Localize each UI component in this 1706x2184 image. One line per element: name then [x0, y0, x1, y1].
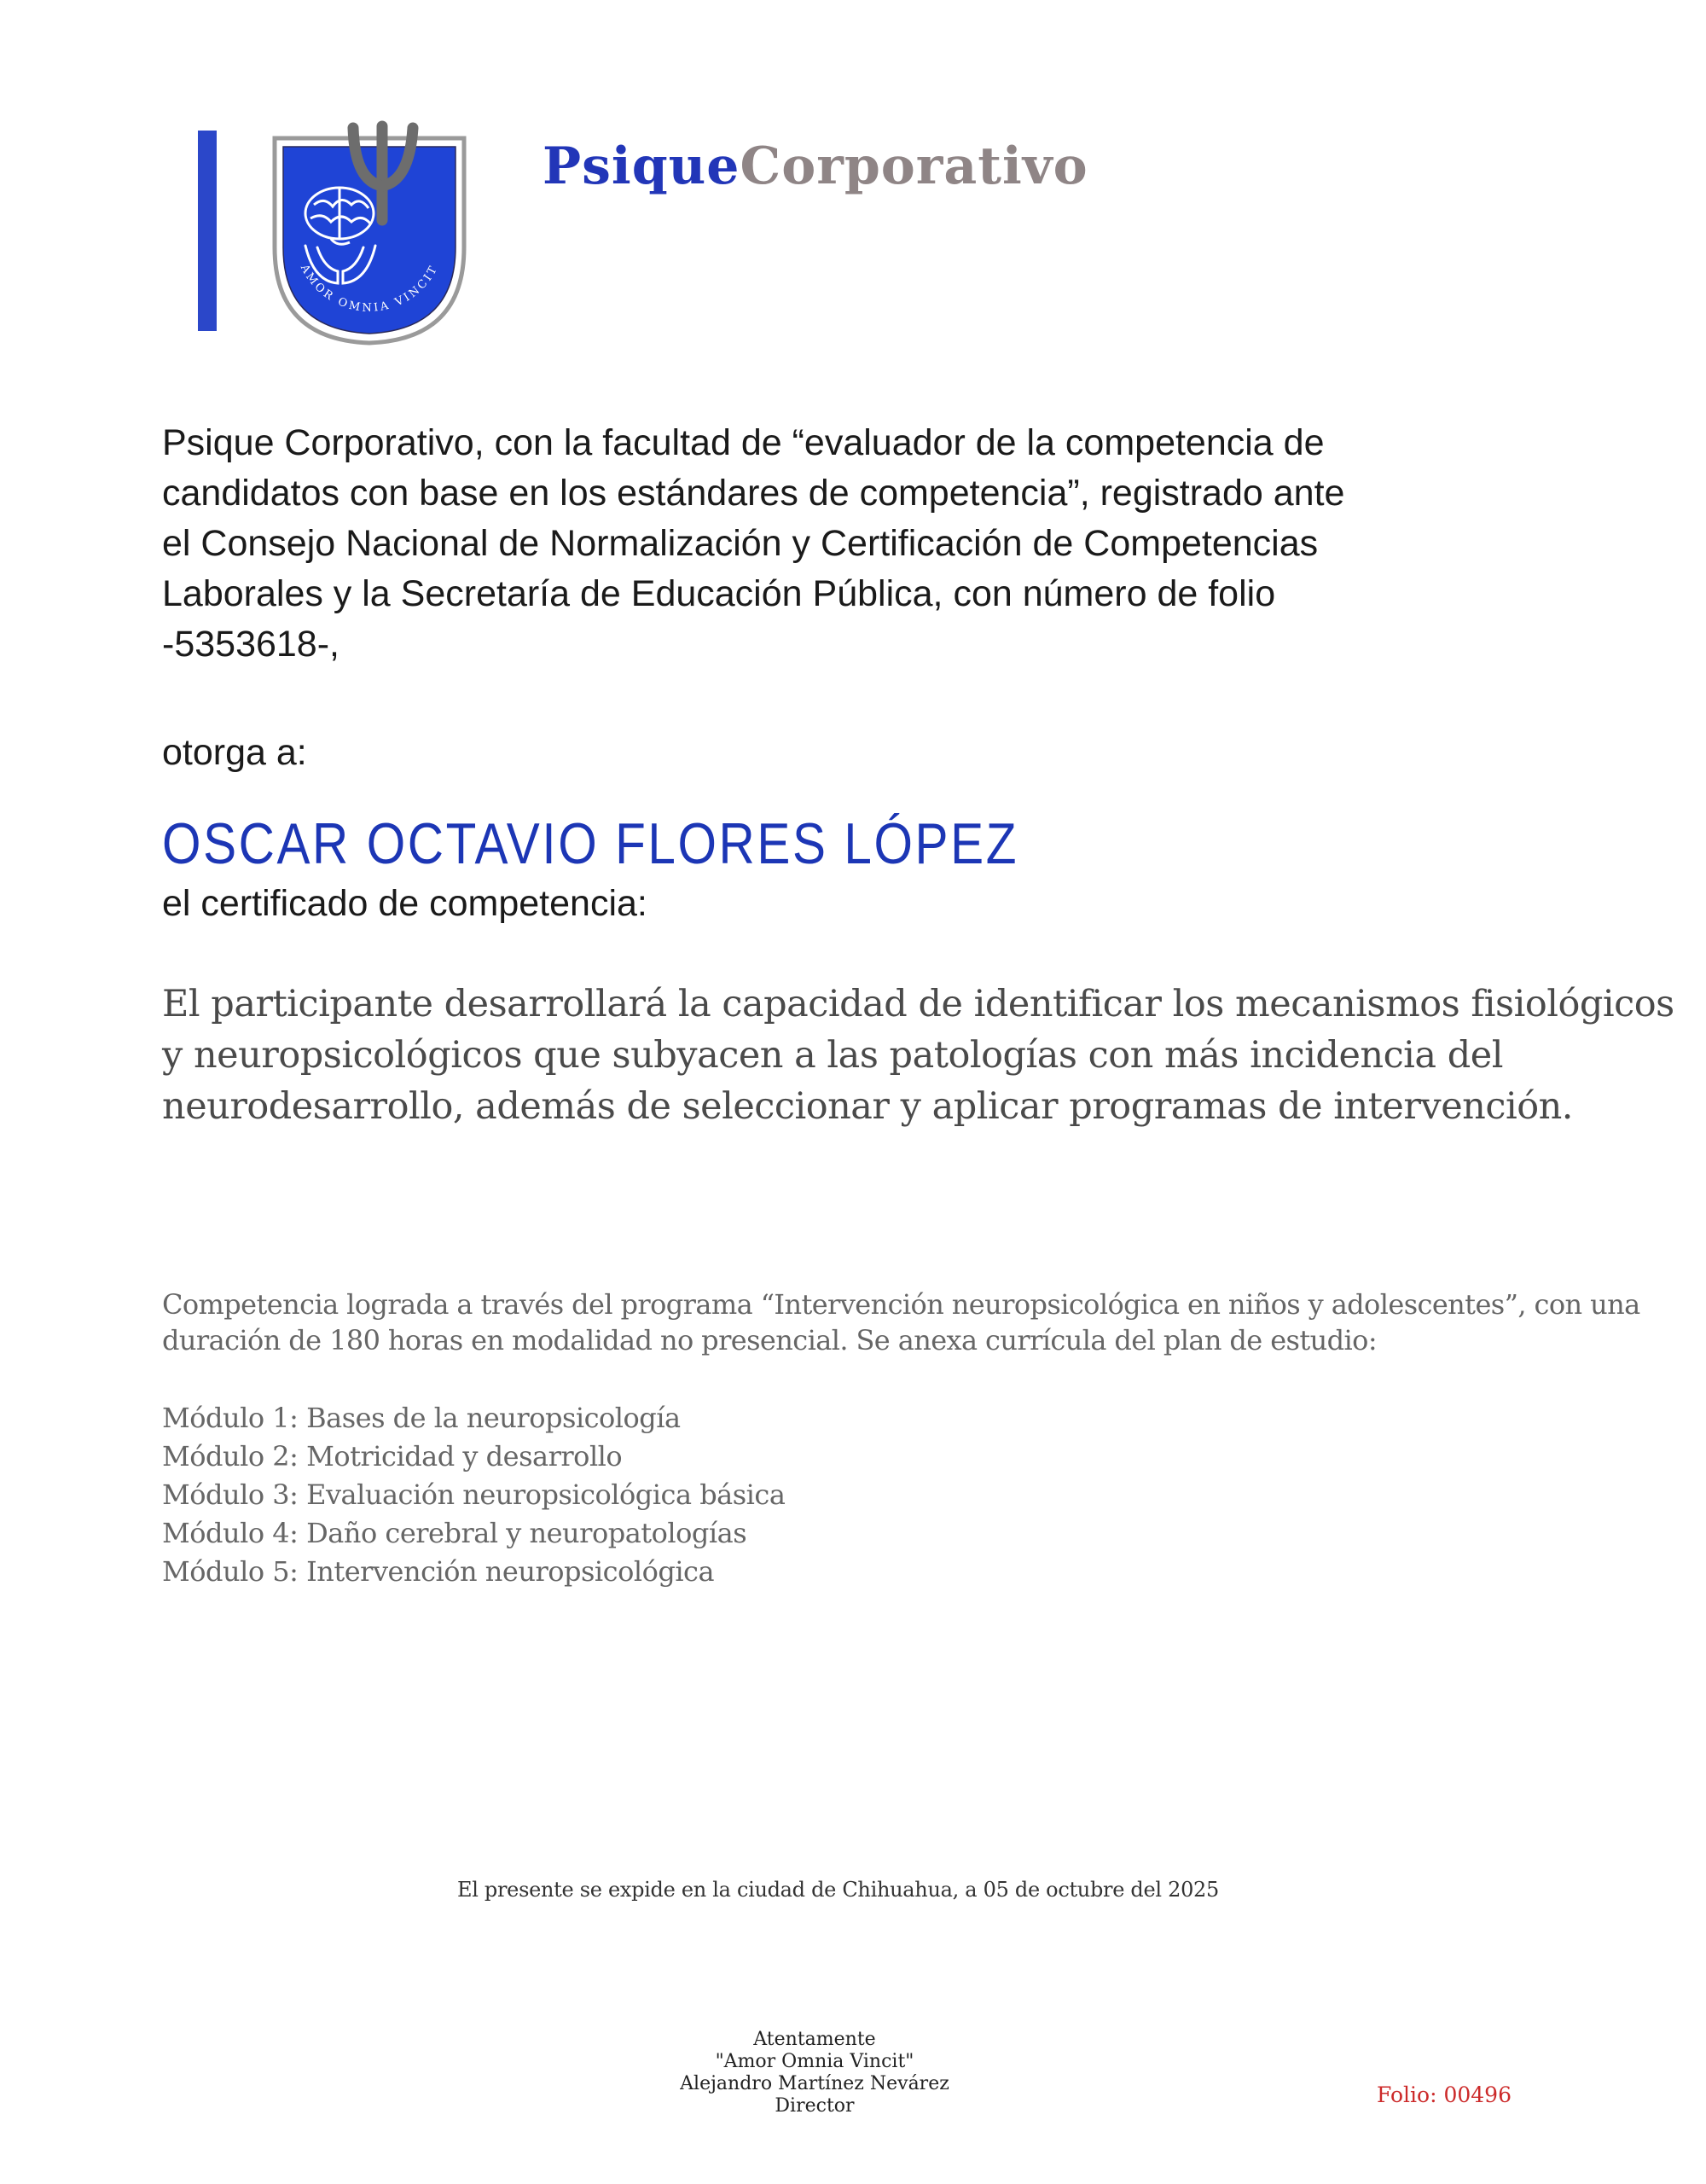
signer-title: Director: [775, 2095, 855, 2117]
competency-statement: [162, 979, 1689, 1132]
intro-line: Laborales y la Secretaría de Educación Pública, con número de folio: [162, 573, 1276, 614]
intro-line: candidatos con base en los estándares de competencia”, registrado ante: [162, 473, 1345, 514]
signer-name: Alejandro Martínez Nevárez: [680, 2073, 949, 2094]
signature-closing: Atentamente: [753, 2029, 876, 2050]
folio-number: Folio: 00496: [1377, 2082, 1512, 2107]
intro-line: el Consejo Nacional de Normalización y Certificación de Competencias: [162, 523, 1319, 564]
module-item: Módulo 5: Intervención neuropsicológica: [162, 1555, 715, 1588]
intro-line: -5353618-,: [162, 624, 339, 665]
module-item: Módulo 2: Motricidad y desarrollo: [162, 1440, 623, 1472]
grant-label: otorga a:: [162, 732, 307, 773]
certificate-label: el certificado de competencia:: [162, 883, 647, 924]
intro-paragraph: [162, 418, 1442, 670]
module-item: Módulo 3: Evaluación neuropsicológica básica: [162, 1478, 786, 1511]
issued-statement: El presente se expide en la ciudad de Chihuahua, a 05 de octubre del 2025: [457, 1878, 1219, 1902]
logo-accent-bar: [198, 131, 217, 331]
shield-logo-icon: [271, 119, 467, 346]
module-item: Módulo 4: Daño cerebral y neuropatologías: [162, 1517, 747, 1549]
program-line: duración de 180 horas en modalidad no presencial. Se anexa currícula del plan de estudio:: [162, 1324, 1378, 1356]
program-description: [162, 1287, 1672, 1358]
competency-line: y neuropsicológicos que subyacen a las patologías con más incidencia del: [162, 1034, 1503, 1077]
signature-motto: "Amor Omnia Vincit": [715, 2051, 914, 2072]
module-item: Módulo 1: Bases de la neuropsicología: [162, 1402, 681, 1434]
brand-part-2: Corporativo: [740, 136, 1088, 196]
logo-motto-ring: AMOR OMNIA VINCIT: [297, 262, 442, 315]
signature-block: [580, 2029, 1049, 2117]
brand-part-1: Psique: [543, 136, 740, 196]
recipient-name: OSCAR OCTAVIO FLORES LÓPEZ: [162, 811, 1019, 876]
program-line: Competencia lograda a través del programa “Intervención neuropsicológica en niños y adolescentes”, con una: [162, 1288, 1640, 1321]
intro-line: Psique Corporativo, con la facultad de “evaluador de la competencia de: [162, 422, 1325, 463]
competency-line: El participante desarrollará la capacidad de identificar los mecanismos fisiológicos: [162, 983, 1674, 1025]
module-list: [162, 1399, 785, 1591]
brand-wordmark: [543, 136, 1088, 196]
competency-line: neurodesarrollo, además de seleccionar y aplicar programas de intervención.: [162, 1085, 1573, 1128]
